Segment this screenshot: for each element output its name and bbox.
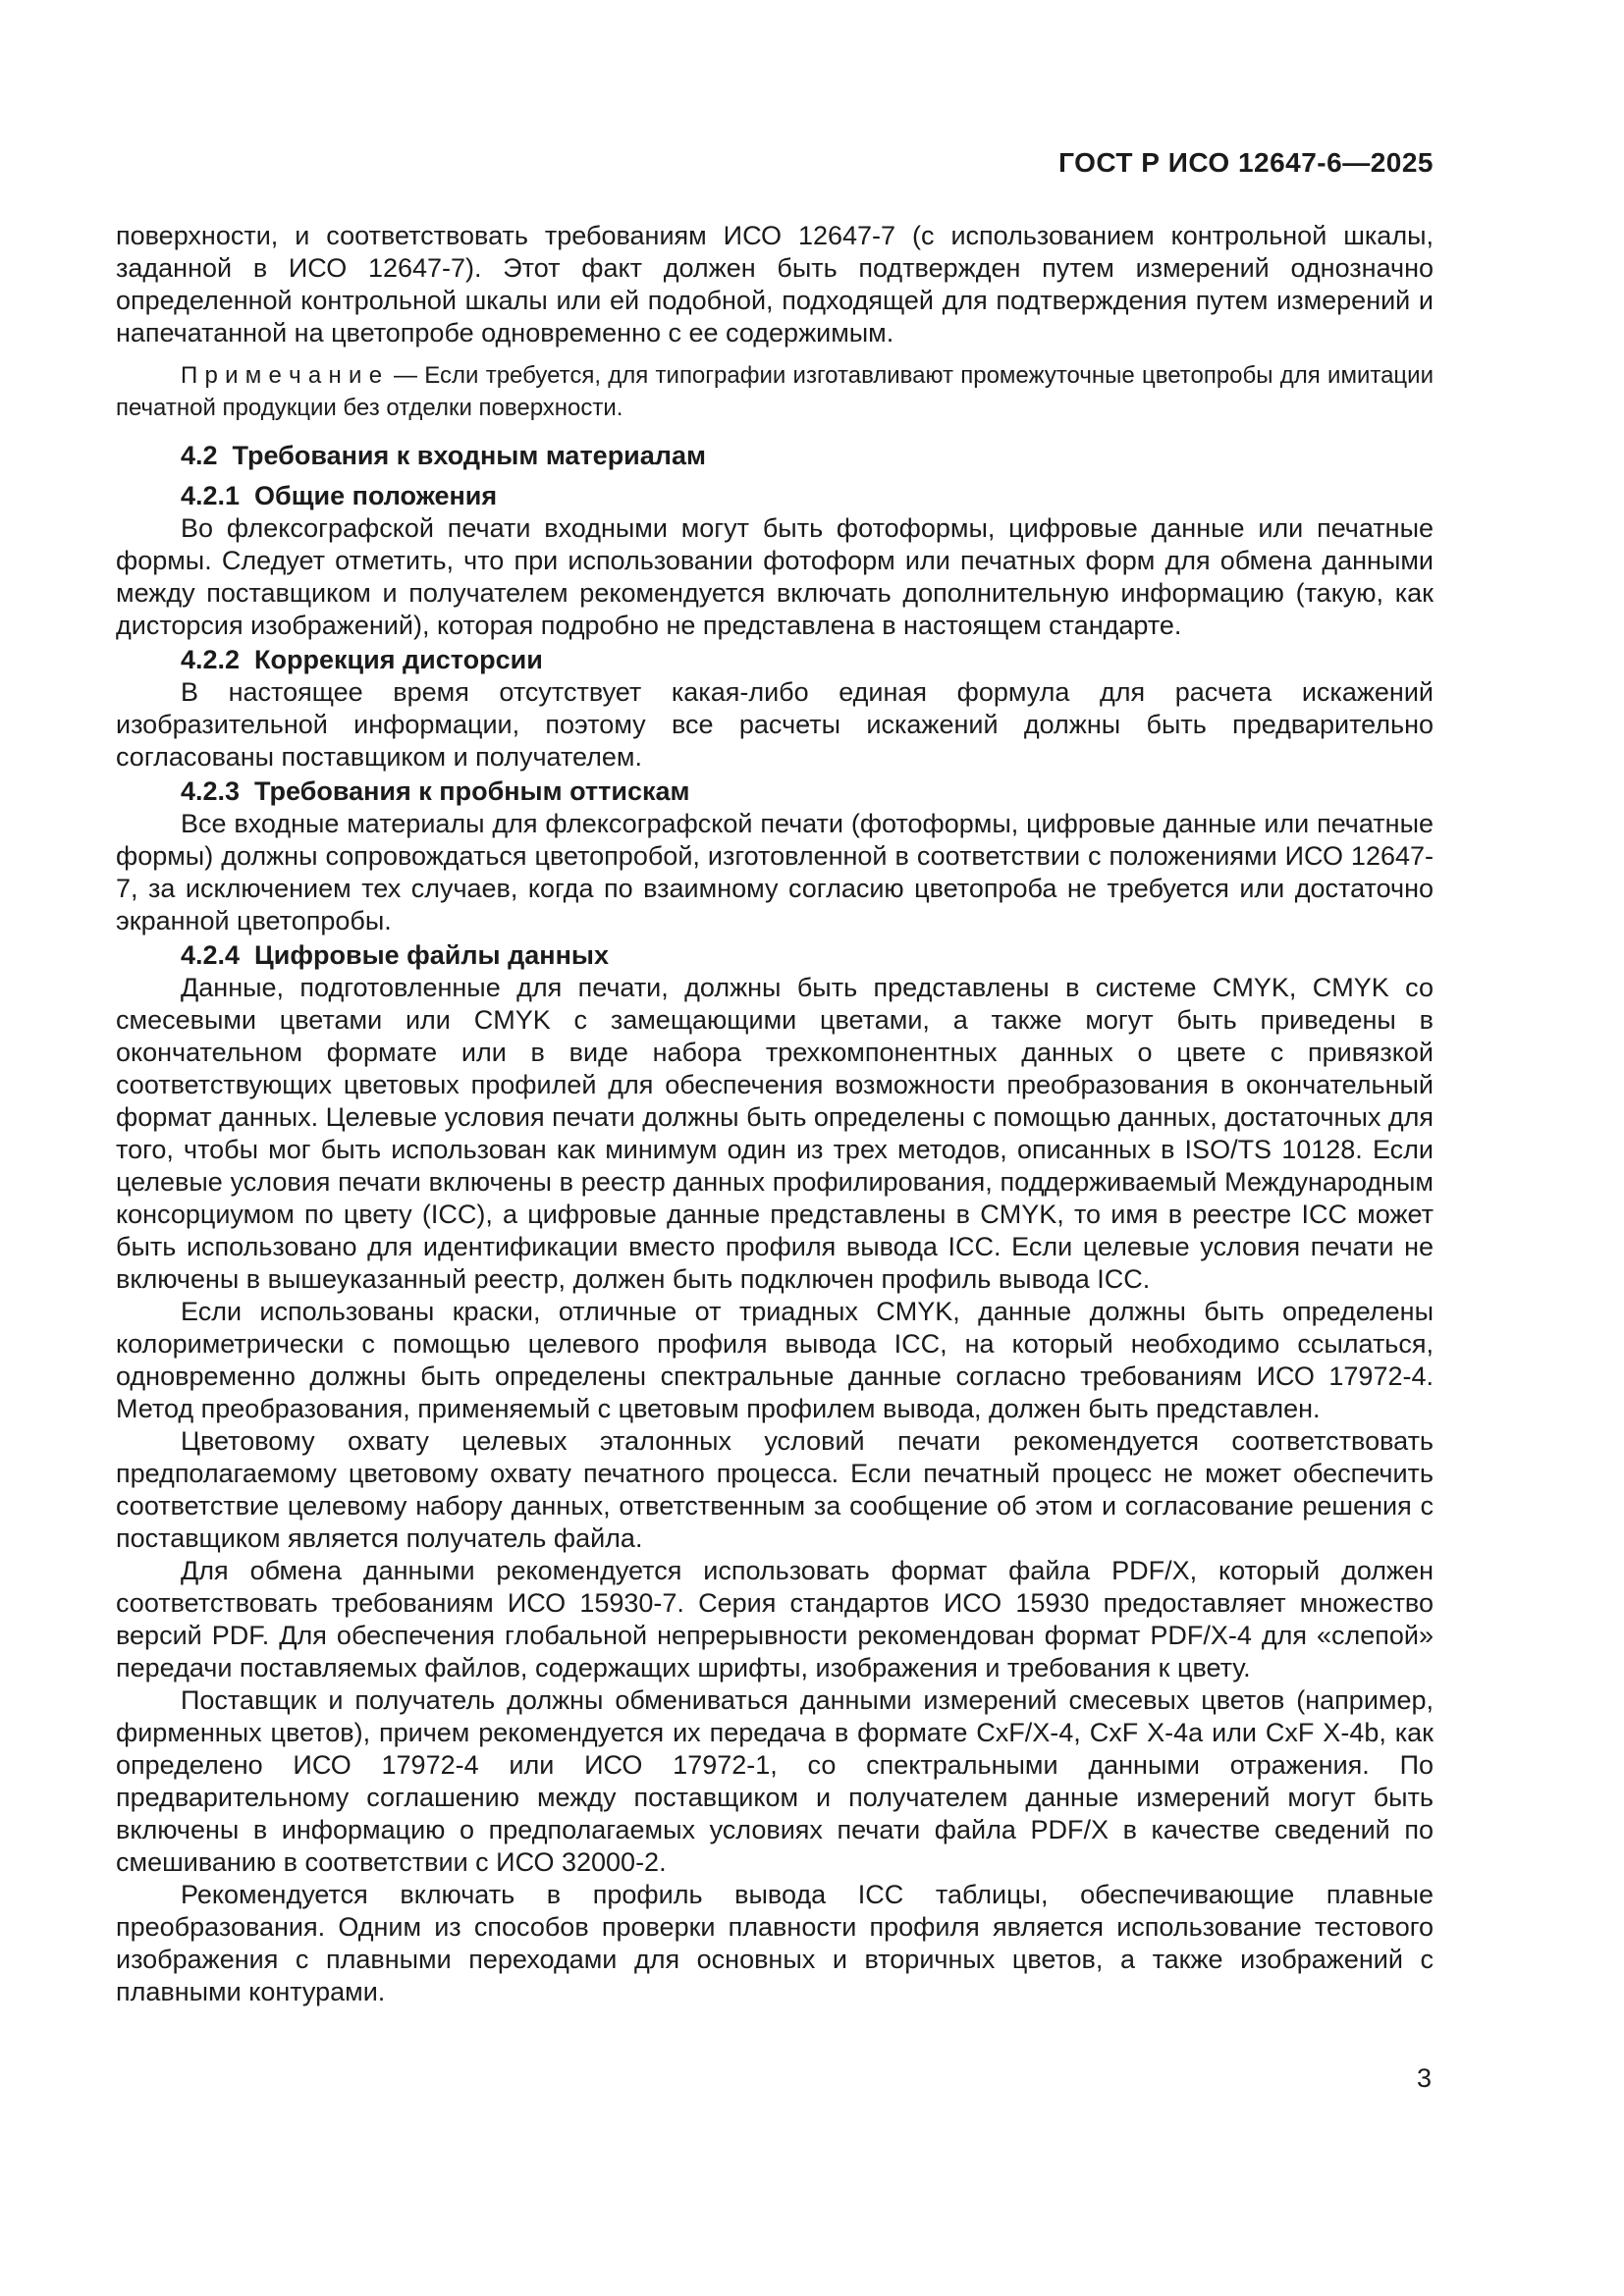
section-heading-4-2-2: 4.2.2 Коррекция дисторсии	[181, 645, 543, 674]
section-heading-4-2-3: 4.2.3 Требования к пробным оттискам	[181, 776, 690, 806]
section-4-2-4-paragraph-2: Если использованы краски, отличные от триадных CMYK, данные должны быть определены колориметрически с помощью целевого профиля вывода ICC, на который необходимо ссылаться, одновременно должны быть определены спектральные данные согласно требованиям ИСО 17972-4. Метод преобразования, применяемый с цветовым профилем вывода, должен быть представлен.	[116, 1297, 1434, 1423]
section-heading-4-2-1: 4.2.1 Общие положения	[181, 481, 498, 510]
section-4-2-4-paragraph-3: Цветовому охвату целевых эталонных условий печати рекомендуется соответствовать предполагаемому цветовому охвату печатного процесса. Если печатный процесс не может обеспечить соответствие целевому набору данных, ответственным за сообщение об этом и согласование решения с поставщиком является получатель файла.	[116, 1426, 1434, 1553]
page-content	[116, 220, 1434, 2008]
section-4-2-2-paragraph: В настоящее время отсутствует какая-либо единая формула для расчета искажений изобразительной информации, поэтому все расчеты искажений должны быть предварительно согласованы поставщиком и получателем.	[116, 677, 1434, 772]
section-4-2-4-paragraph-6: Рекомендуется включать в профиль вывода ICC таблицы, обеспечивающие плавные преобразования. Одним из способов проверки плавности профиля является использование тестового изображения с плавными переходами для основных и вторичных цветов, а также изображений с плавными контурами.	[116, 1880, 1434, 2006]
section-4-2-4-paragraph-4: Для обмена данными рекомендуется использовать формат файла PDF/X, который должен соответствовать требованиям ИСО 15930-7. Серия стандартов ИСО 15930 предоставляет множество версий PDF. Для обеспечения глобальной непрерывности рекомендован формат PDF/X-4 для «слепой» передачи поставляемых файлов, содержащих шрифты, изображения и требования к цвету.	[116, 1556, 1434, 1682]
note-label: П р и м е ч а н и е	[181, 362, 383, 389]
page-number: 3	[1416, 2063, 1432, 2093]
section-heading-4-2: 4.2 Требования к входным материалам	[181, 441, 706, 470]
note-paragraph	[116, 359, 1434, 424]
section-4-2-4-paragraph-5: Поставщик и получатель должны обмениваться данными измерений смесевых цветов (например, фирменных цветов), причем рекомендуется их передача в формате CxF/X-4, CxF X-4a или CxF X-4b, как определено ИСО 17972-4 или ИСО 17972-1, со спектральными данными отражения. По предварительному соглашению между поставщиком и получателем данные измерений могут быть включены в информацию о предполагаемых условиях печати файла PDF/X в качестве сведений по смешиванию в соответствии с ИСО 32000-2.	[116, 1685, 1434, 1877]
section-4-2-1-paragraph: Во флексографской печати входными могут быть фотоформы, цифровые данные или печатные формы. Следует отметить, что при использовании фотоформ или печатных форм для обмена данными между поставщиком и получателем рекомендуется включать дополнительную информацию (такую, как дисторсия изображений), которая подробно не представлена в настоящем стандарте.	[116, 513, 1434, 640]
doc-code-header: ГОСТ Р ИСО 12647-6—2025	[1058, 147, 1434, 178]
note-text: — Если требуется, для типографии изготавливают промежуточные цветопробы для имитации печатной продукции без отделки поверхности.	[116, 362, 1434, 421]
section-4-2-3-paragraph: Все входные материалы для флексографской печати (фотоформы, цифровые данные или печатные формы) должны сопровождаться цветопробой, изготовленной в соответствии с положениями ИСО 12647-7, за исключением тех случаев, когда по взаимному согласию цветопроба не требуется или достаточно экранной цветопробы.	[116, 809, 1434, 935]
intro-paragraph: поверхности, и соответствовать требованиям ИСО 12647-7 (с использованием контрольной шкалы, заданной в ИСО 12647-7). Этот факт должен быть подтвержден путем измерений однозначно определенной контрольной шкалы или ей подобной, подходящей для подтверждения путем измерений и напечатанной на цветопробе одновременно с ее содержимым.	[116, 221, 1434, 347]
section-4-2-4-paragraph-1: Данные, подготовленные для печати, должны быть представлены в системе CMYK, CMYK со смесевыми цветами или CMYK с замещающими цветами, а также могут быть приведены в окончательном формате или в виде набора трехкомпонентных данных о цвете с привязкой соответствующих цветовых профилей для обеспечения возможности преобразования в окончательный формат данных. Целевые условия печати должны быть определены с помощью данных, достаточных для того, чтобы мог быть использован как минимум один из трех методов, описанных в ISO/TS 10128. Если целевые условия печати включены в реестр данных профилирования, поддерживаемый Международным консорциумом по цвету (ICC), а цифровые данные представлены в CMYK, то имя в реестре ICC может быть использовано для идентификации вместо профиля вывода ICC. Если целевые условия печати не включены в вышеуказанный реестр, должен быть подключен профиль вывода ICC.	[116, 973, 1434, 1294]
section-heading-4-2-4: 4.2.4 Цифровые файлы данных	[181, 940, 609, 970]
